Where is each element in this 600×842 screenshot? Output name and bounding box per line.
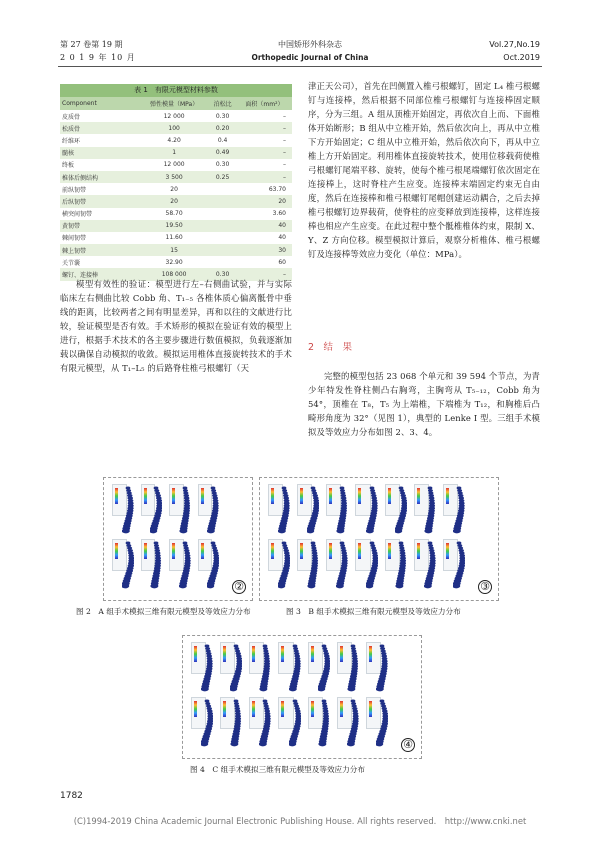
table-cell: 1 [140,147,208,159]
table-cell: – [237,171,292,183]
model-panel [366,642,388,684]
figure-2-image [103,477,253,601]
table-row [60,171,292,183]
table-cell: 棘间韧带 [62,235,87,243]
model-panel [297,539,319,581]
table-cell: – [283,161,286,169]
table-row [60,232,292,244]
color-scale-icon [311,646,314,662]
color-scale-icon [172,488,175,504]
color-scale-icon [340,646,343,662]
color-scale-icon [300,543,303,559]
color-scale-icon [417,488,420,504]
color-scale-icon [144,488,147,504]
model-panel [220,697,242,739]
table-cell: 螺钉、连接棒 [60,268,140,280]
table-cell: 30 [237,244,292,256]
color-scale-icon [388,488,391,504]
spine-model-icon [336,541,346,590]
table-cell: 63.70 [268,185,286,193]
spine-model-icon [150,541,160,590]
table-header-row [60,97,292,110]
table-cell: 棘上韧带 [60,244,140,256]
model-panel [278,697,300,739]
model-panel [141,539,163,581]
model-panel [443,484,465,526]
model-panel [355,539,377,581]
model-panel [191,697,213,739]
spine-model-icon [366,486,376,535]
model-panel [337,642,359,684]
spine-model-icon [201,699,211,748]
header-rule [58,66,542,67]
table-cell [208,244,237,256]
table-cell: 后纵韧带 [60,195,140,207]
model-panel [326,539,348,581]
page-number: 1782 [60,791,83,801]
color-scale-icon [115,488,118,504]
spine-model-icon [376,644,386,693]
spine-model-icon [307,541,317,590]
table-row [60,256,292,268]
table-cell: 19.50 [140,220,208,232]
spine-model-icon [366,541,376,590]
table-row [60,147,292,159]
copyright-footer: (C)1994-2019 China Academic Journal Electronic Publishing House. All rights reserved. http://www.cnki.net [73,816,527,826]
model-panel [198,484,220,526]
color-scale-icon [417,543,420,559]
table-row [60,195,292,207]
table-cell: 黄韧带 [60,220,140,232]
spine-model-icon [318,644,328,693]
spine-model-icon [278,541,288,590]
table-header-cell: Component [60,97,140,110]
color-scale-icon [358,488,361,504]
spine-model-icon [376,699,386,748]
color-scale-icon [388,543,391,559]
model-panel [112,484,134,526]
color-scale-icon [358,543,361,559]
table-row [60,159,292,171]
spine-model-icon [207,541,217,590]
table-row [60,122,292,134]
right-column-text [308,79,540,339]
color-scale-icon [223,646,226,662]
color-scale-icon [369,701,372,717]
spine-model-icon [230,644,240,693]
color-scale-icon [446,543,449,559]
spine-model-icon [307,486,317,535]
color-scale-icon [223,701,226,717]
spine-model-icon [259,644,269,693]
spine-model-icon [395,541,405,590]
color-scale-icon [252,646,255,662]
table-row [60,134,292,146]
table-cell: 髓核 [60,147,140,159]
figure-4-caption: 图 4 C 组手术模拟三维有限元模型及等效应力分布 [190,765,365,774]
table-cell: 20 [237,195,292,207]
color-scale-icon [194,646,197,662]
figure-3-caption: 图 3 B 组手术模拟三维有限元模型及等效应力分布 [286,607,461,616]
table-row [60,110,292,122]
table-cell: 0.30 [215,161,230,169]
color-scale-icon [329,488,332,504]
color-scale-icon [281,646,284,662]
table-cell [208,208,237,220]
spine-model-icon [278,486,288,535]
model-panel [198,539,220,581]
model-panel [141,484,163,526]
spine-model-icon [289,644,299,693]
figure-3-label: ③ [478,580,492,594]
section-title: 2 结 果 [308,342,353,353]
material-table [60,97,292,281]
table-cell: 前纵韧带 [62,186,87,194]
color-scale-icon [311,701,314,717]
color-scale-icon [271,543,274,559]
spine-model-icon [201,644,211,693]
results-text [308,369,540,469]
table-cell: – [237,268,292,280]
model-panel [169,484,191,526]
model-panel [249,697,271,739]
color-scale-icon [271,488,274,504]
model-panel [385,484,407,526]
table-cell: 0.30 [215,112,230,120]
model-panel [297,484,319,526]
table-cell: – [283,136,286,144]
color-scale-icon [201,543,204,559]
table-header-cell: 弹性模量（MPa） [140,97,208,110]
spine-model-icon [347,644,357,693]
table-cell: 0.20 [208,122,237,134]
spine-model-icon [150,486,160,535]
color-scale-icon [172,543,175,559]
spine-model-icon [122,486,132,535]
color-scale-icon [329,543,332,559]
spine-model-icon [230,699,240,748]
model-panel [191,642,213,684]
table-cell: 3 500 [140,171,208,183]
table-cell: 40 [237,220,292,232]
model-panel [308,697,330,739]
model-panel [268,539,290,581]
table-cell: 108 000 [140,268,208,280]
results-paragraph: 完整的模型包括 23 068 个单元和 39 594 个节点，为青少年特发性脊柱侧凸右胸弯，主胸弯从 T₅₋₁₂，Cobb 角为 54°，顶椎在 T₈，T₅ 为上端椎，下端椎为 T₁₂，和胸椎后凸畸形角度为 32°（见图 1），典型的 Lenke I 型。三组手术模拟及等效应力分布如图 2、3、4。 [308,371,540,437]
table-cell: 椎体后侧结构 [60,171,140,183]
spine-model-icon [453,486,463,535]
color-scale-icon [252,701,255,717]
table-cell: 0.25 [208,171,237,183]
table-cell: 15 [140,244,208,256]
table-caption: 表 1 有限元模型材料参数 [60,84,292,97]
table-cell: 100 [140,122,208,134]
model-panel [268,484,290,526]
table-cell: 0.49 [208,147,237,159]
model-panel [220,642,242,684]
model-panel [366,697,388,739]
table-cell: 0.30 [208,268,237,280]
model-panel [414,539,436,581]
spine-model-icon [289,699,299,748]
table-row [60,208,292,220]
table-row [60,220,292,232]
color-scale-icon [281,701,284,717]
table-cell: 20 [140,195,208,207]
color-scale-icon [340,701,343,717]
spine-model-icon [336,486,346,535]
header-journal-en: Orthopedic Journal of China [251,53,369,62]
table-header-cell: 面积（mm²） [237,97,292,110]
model-panel [112,539,134,581]
left-column-text [60,277,292,473]
color-scale-icon [446,488,449,504]
spine-model-icon [424,541,434,590]
model-panel [308,642,330,684]
table-cell [208,183,237,195]
table-cell: 松质骨 [60,122,140,134]
table-cell: 20 [170,185,178,193]
model-panel [414,484,436,526]
table-header-cell: 泊松比 [208,97,237,110]
table-cell: 终板 [62,162,75,170]
table-cell [208,232,237,244]
table-cell: – [283,112,286,120]
table-cell: 3.60 [272,210,286,218]
header-date: 2 0 1 9 年 10 月 [60,53,136,62]
spine-model-icon [259,699,269,748]
model-panel [337,697,359,739]
table-cell: 横突间韧带 [62,211,93,219]
model-panel [385,539,407,581]
spine-model-icon [347,699,357,748]
model-panel [249,642,271,684]
table-cell: 12 000 [163,112,185,120]
model-panel [278,642,300,684]
color-scale-icon [194,701,197,717]
color-scale-icon [144,543,147,559]
table-cell: 60 [278,258,286,266]
table-cell: 32.90 [165,258,183,266]
color-scale-icon [369,646,372,662]
table-cell: 12 000 [163,161,185,169]
figure-4-label: ④ [401,738,415,752]
spine-model-icon [424,486,434,535]
spine-model-icon [318,699,328,748]
table-cell: 0.4 [217,136,228,144]
method-paragraph: 模型有效性的验证：模型进行左–右侧曲试验，并与实际临床左右侧曲比较 Cobb 角、T₁₋₅ 各椎体质心偏离骶骨中垂线的距离，比较两者之间有明显差异，再和以往的文献进行比较，验证模型是否有效。手术矫形的模拟在验证有效的模型上进行，根据手术技术的各主要步骤进行数值模拟，负载逐渐加载以确保自动模拟的收敛。模拟运用椎体直接旋转技术的手术有限元模型，从 T₁–L₅ 的后路脊柱椎弓根螺钉（天 [60,279,292,373]
table-cell: 4.20 [167,136,181,144]
table-cell: 关节囊 [62,259,81,267]
model-panel [443,539,465,581]
table-cell: – [237,147,292,159]
table-cell: 40 [278,234,286,242]
model-panel [326,484,348,526]
model-panel [355,484,377,526]
table-row [60,244,292,256]
table-cell: 11.60 [165,234,183,242]
spine-model-icon [179,541,189,590]
figure-2-label: ② [232,580,246,594]
procedure-paragraph: 津正天公司），首先在凹侧置入椎弓根螺钉，固定 L₄ 椎弓根螺钉与连接棒，然后根据不同部位椎弓根螺钉与连接棒固定顺序，分为三组。A 组从顶椎开始固定，再依次自上而、下面椎体开始断形；B 组从中立椎开始，然后依次向上，再从中立椎下方开始固定；C 组从中立椎开始，然后依次向下，再从中立椎上方开始固定。利用椎体直接旋转技术，使用位移载荷使椎弓根螺钉尾端平移、旋转，使每个椎弓根尾端螺钉依次固定在连接棒上，这时脊柱产生应变。连接棒末端固定约束无自由度，然后在连接棒和椎弓根螺钉尾帽创建运动耦合，之后去掉椎弓根螺钉边界载荷，使脊柱的应变释放到连接棒，这样连接棒也相应产生应变。在此过程中整个骶椎椎体约束，限制 X、Y、Z 方向位移。模型模拟计算后，观察分析椎体、椎弓根螺钉及连接棒等效应力变化（单位：MPa）。 [308,81,540,259]
spine-model-icon [207,486,217,535]
table-cell [208,256,237,268]
figure-3-image [259,477,499,601]
color-scale-icon [201,488,204,504]
table-row [60,183,292,195]
spine-model-icon [122,541,132,590]
header-volume: 第 27 卷第 19 期 [60,40,123,49]
spine-model-icon [395,486,405,535]
header-vol-no: Vol.27,No.19 [489,40,540,49]
table-cell: – [237,122,292,134]
figure-2-caption: 图 2 A 组手术模拟三维有限元模型及等效应力分布 [76,607,251,616]
table-cell [208,195,237,207]
spine-model-icon [453,541,463,590]
header-journal-cn: 中国矫形外科杂志 [278,40,342,49]
color-scale-icon [300,488,303,504]
header-month: Oct.2019 [503,53,540,62]
model-panel [169,539,191,581]
table-cell: 皮质骨 [62,113,81,121]
color-scale-icon [115,543,118,559]
table-cell: 58.70 [165,210,183,218]
table-cell [208,220,237,232]
figure-4-image [182,635,422,759]
table-cell: 纤维环 [62,137,81,145]
spine-model-icon [179,486,189,535]
